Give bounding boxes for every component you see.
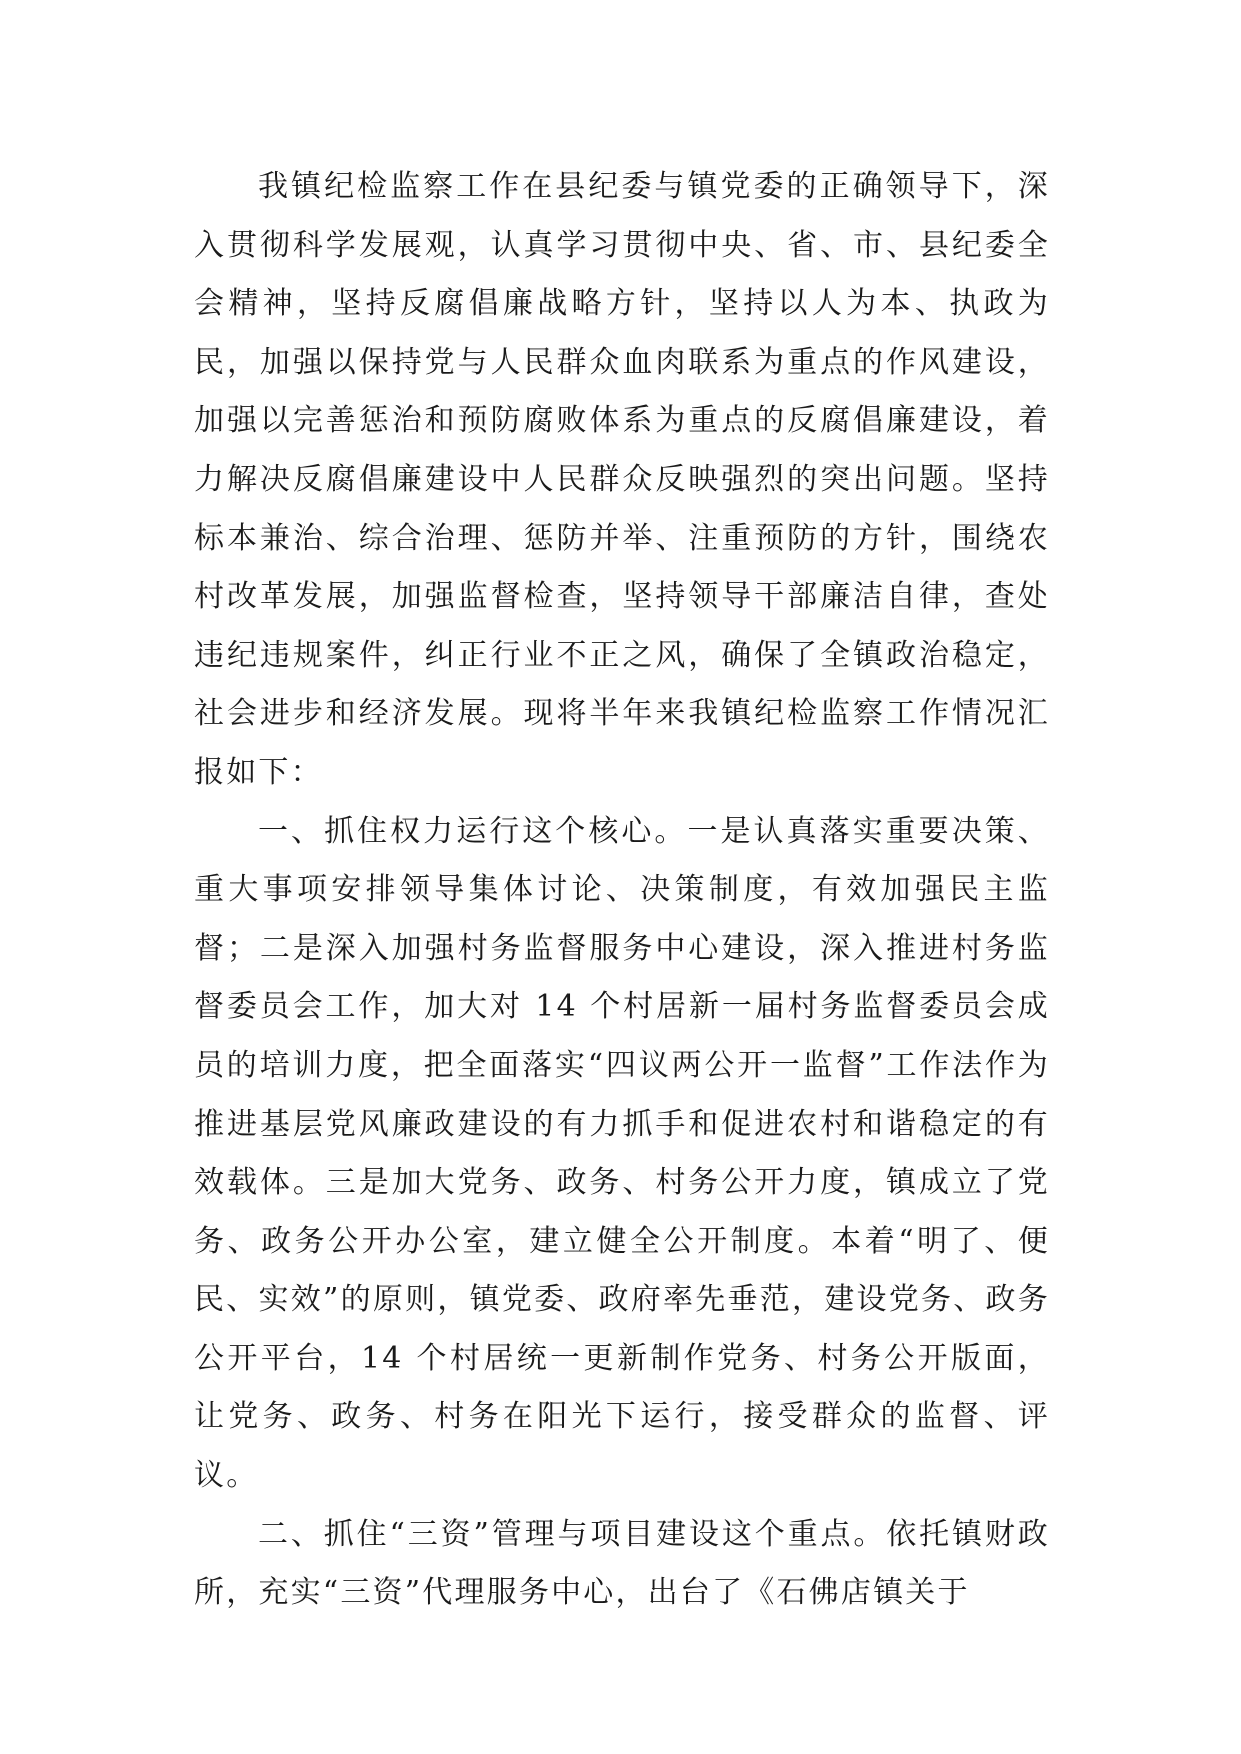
paragraph-section-two: 二、抓住“三资”管理与项目建设这个重点。依托镇财政所，充实“三资”代理服务中心，出台了《石佛店镇关于 xyxy=(194,1516,1050,1611)
document-body xyxy=(194,158,1050,1623)
paragraph-intro: 我镇纪检监察工作在县纪委与镇党委的正确领导下，深入贯彻科学发展观，认真学习贯彻中央、省、市、县纪委全会精神，坚持反腐倡廉战略方针，坚持以人为本、执政为民，加强以保持党与人民群众血肉联系为重点的作风建设，加强以完善惩治和预防腐败体系为重点的反腐倡廉建设，着力解决反腐倡廉建设中人民群众反映强烈的突出问题。坚持标本兼治、综合治理、惩防并举、注重预防的方针，围绕农村改革发展，加强监督检查，坚持领导干部廉洁自律，查处违纪违规案件，纠正行业不正之风，确保了全镇政治稳定，社会进步和经济发展。现将半年来我镇纪检监察工作情况汇报如下： xyxy=(194,169,1050,790)
paragraph-section-one: 一、抓住权力运行这个核心。一是认真落实重要决策、重大事项安排领导集体讨论、决策制度，有效加强民主监督；二是深入加强村务监督服务中心建设，深入推进村务监督委员会工作，加大对 14 个村居新一届村务监督委员会成员的培训力度，把全面落实“四议两公开一监督”工作法作为推进基层党风廉政建设的有力抓手和促进农村和谐稳定的有效载体。三是加大党务、政务、村务公开力度，镇成立了党务、政务公开办公室，建立健全公开制度。本着“明了、便民、实效”的原则，镇党委、政府率先垂范，建设党务、政务公开平台，14 个村居统一更新制作党务、村务公开版面，让党务、政务、村务在阳光下运行，接受群众的监督、评议。 xyxy=(194,813,1050,1494)
